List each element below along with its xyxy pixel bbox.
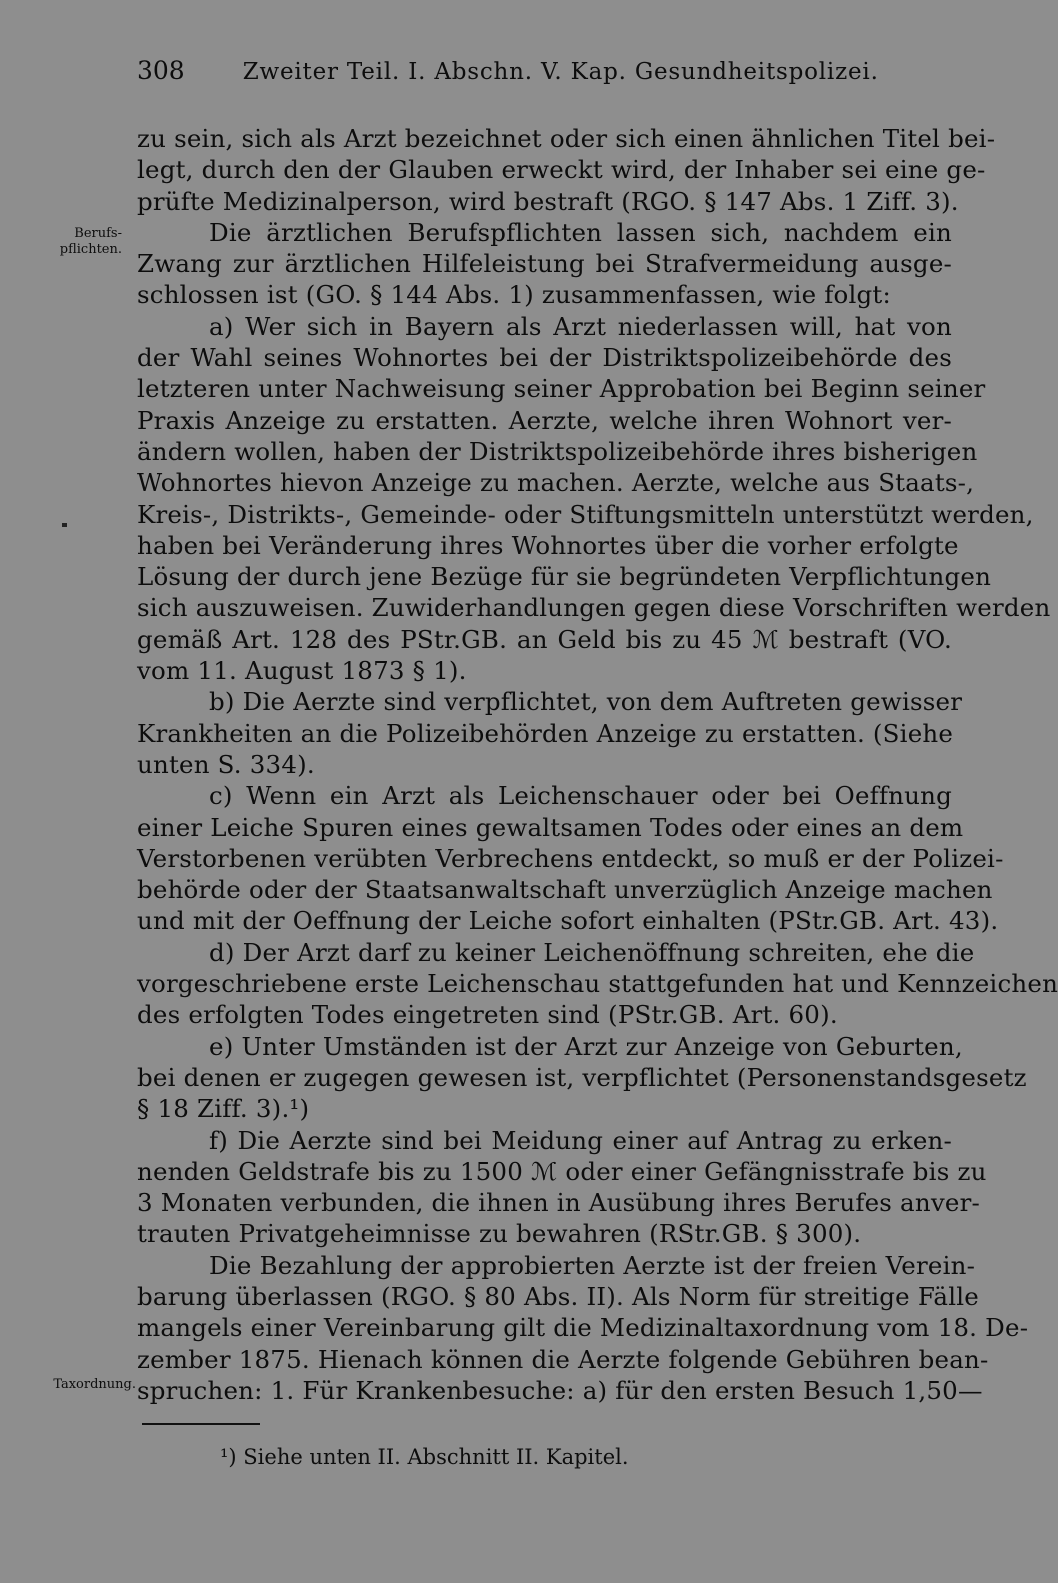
text-line: schlossen ist (GO. § 144 Abs. 1) zusammenfassen, wie folgt: (137, 280, 891, 310)
running-header (137, 56, 952, 92)
text-line: a) Wer sich in Bayern als Arzt niederlassen will, hat von (209, 311, 952, 341)
text-line: barung überlassen (RGO. § 80 Abs. II). Als Norm für streitige Fälle (137, 1281, 979, 1311)
page-number: 308 (137, 56, 185, 85)
text-line: haben bei Veränderung ihres Wohnortes über die vorher erfolgte (137, 530, 959, 560)
text-line: trauten Privatgeheimnisse zu bewahren (RStr.GB. § 300). (137, 1219, 862, 1249)
text-line: nenden Geldstrafe bis zu 1500 ℳ oder einer Gefängnisstrafe bis zu (137, 1156, 987, 1186)
text-line: gemäß Art. 128 des PStr.GB. an Geld bis zu 45 ℳ bestraft (VO. (137, 624, 952, 654)
text-line: unten S. 334). (137, 749, 315, 779)
text-line: des erfolgten Todes eingetreten sind (PStr.GB. Art. 60). (137, 1000, 838, 1030)
text-line: behörde oder der Staatsanwaltschaft unverzüglich Anzeige machen (137, 875, 993, 905)
text-line: Die ärztlichen Berufspflichten lassen sich, nachdem ein (209, 217, 952, 247)
scan-speck (62, 523, 67, 527)
text-line: mangels einer Vereinbarung gilt die Medizinaltaxordnung vom 18. De- (137, 1313, 1029, 1343)
text-line: Krankheiten an die Polizeibehörden Anzeige zu erstatten. (Siehe (137, 718, 954, 748)
text-line: ändern wollen, haben der Distriktspolizeibehörde ihres bisherigen (137, 436, 978, 466)
text-line: einer Leiche Spuren eines gewaltsamen Todes oder eines an dem (137, 812, 964, 842)
text-line: sich auszuweisen. Zuwiderhandlungen gegen diese Vorschriften werden (137, 593, 1051, 623)
text-line: letzteren unter Nachweisung seiner Approbation bei Beginn seiner (137, 374, 986, 404)
text-line: Wohnortes hievon Anzeige zu machen. Aerzte, welche aus Staats-, (137, 468, 975, 498)
text-line: vorgeschriebene erste Leichenschau stattgefunden hat und Kennzeichen (137, 969, 1058, 999)
text-line: c) Wenn ein Arzt als Leichenschauer oder bei Oeffnung (209, 781, 952, 811)
text-line: prüfte Medizinalperson, wird bestraft (RGO. § 147 Abs. 1 Ziff. 3). (137, 186, 959, 216)
footnote: ¹) Siehe unten II. Abschnitt II. Kapitel. (220, 1445, 629, 1469)
text-line: legt, durch den der Glauben erweckt wird, der Inhaber sei eine ge- (137, 155, 986, 185)
text-line: 3 Monaten verbunden, die ihnen in Ausübung ihres Berufes anver- (137, 1188, 980, 1218)
text-line: Verstorbenen verübten Verbrechens entdeckt, so muß er der Polizei- (137, 843, 1004, 873)
text-line: b) Die Aerzte sind verpflichtet, von dem Auftreten gewisser (209, 687, 963, 717)
text-line: spruchen: 1. Für Krankenbesuche: a) für den ersten Besuch 1,50— (137, 1375, 983, 1405)
text-line: Zwang zur ärztlichen Hilfeleistung bei Strafvermeidung ausge- (137, 249, 952, 279)
text-line: Kreis-, Distrikts-, Gemeinde- oder Stiftungsmitteln unterstützt werden, (137, 499, 1034, 529)
body-text (137, 123, 1058, 1406)
text-line: e) Unter Umständen ist der Arzt zur Anzeige von Geburten, (209, 1031, 963, 1061)
margin-note-berufspflichten: Berufs- pflichten. (59, 226, 122, 257)
text-line: f) Die Aerzte sind bei Meidung einer auf Antrag zu erken- (209, 1125, 952, 1155)
text-line: der Wahl seines Wohnortes bei der Distriktspolizeibehörde des (137, 343, 952, 373)
text-line: bei denen er zugegen gewesen ist, verpflichtet (Personenstandsgesetz (137, 1062, 1027, 1092)
margin-note-taxordnung: Taxordnung. (53, 1377, 136, 1392)
text-line: und mit der Oeffnung der Leiche sofort einhalten (PStr.GB. Art. 43). (137, 906, 999, 936)
text-line: zember 1875. Hienach können die Aerzte folgende Gebühren bean- (137, 1344, 989, 1374)
text-line: d) Der Arzt darf zu keiner Leichenöffnung schreiten, ehe die (209, 937, 975, 967)
text-line: Praxis Anzeige zu erstatten. Aerzte, welche ihren Wohnort ver- (137, 405, 952, 435)
text-line: Lösung der durch jene Bezüge für sie begründeten Verpflichtungen (137, 562, 992, 592)
text-line: § 18 Ziff. 3).¹) (137, 1094, 310, 1124)
running-title: Zweiter Teil. I. Abschn. V. Kap. Gesundheitspolizei. (242, 59, 879, 85)
text-line: Die Bezahlung der approbierten Aerzte ist der freien Verein- (209, 1250, 976, 1280)
footnote-rule (142, 1423, 260, 1425)
text-line: vom 11. August 1873 § 1). (137, 656, 467, 686)
text-line: zu sein, sich als Arzt bezeichnet oder sich einen ähnlichen Titel bei- (137, 124, 996, 153)
